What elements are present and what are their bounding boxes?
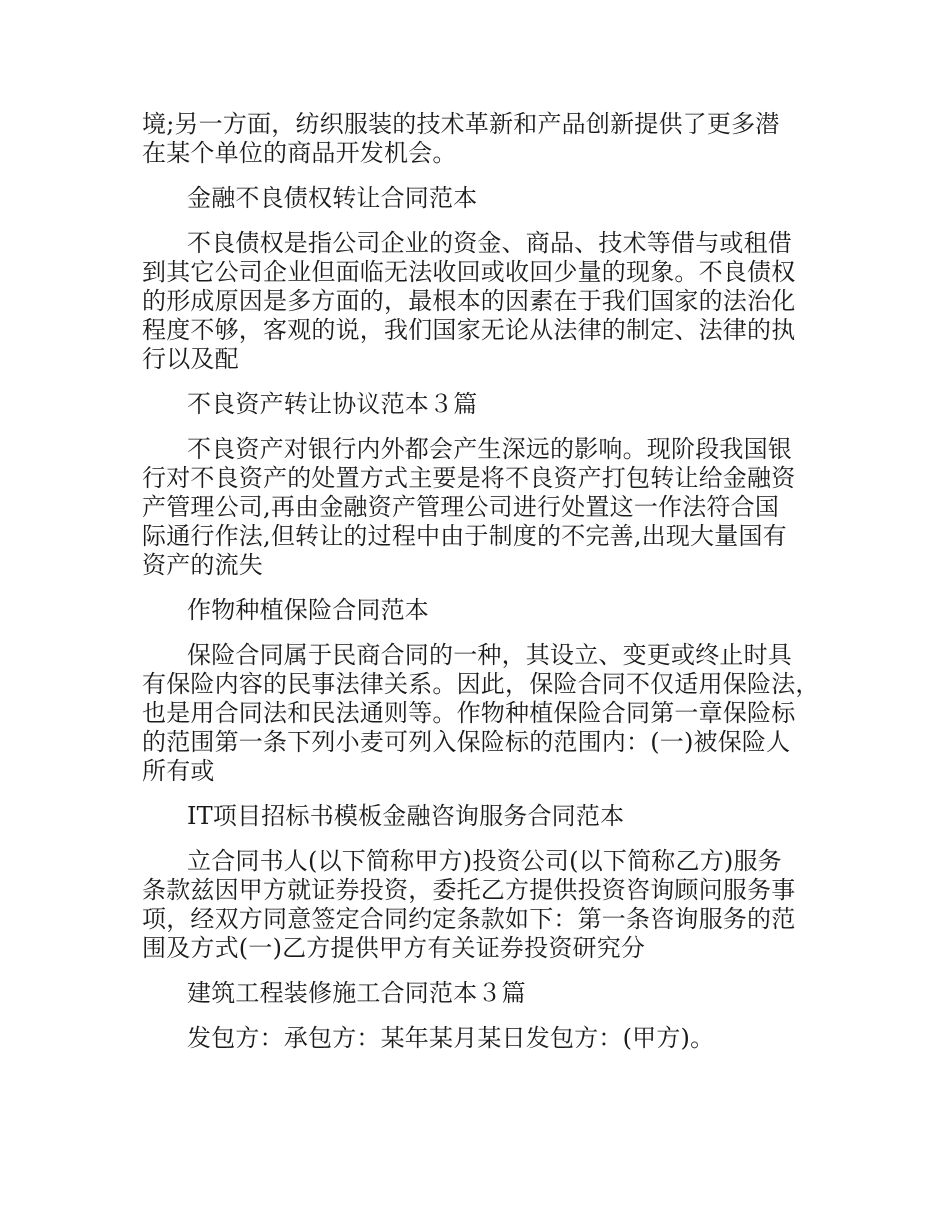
paragraph-line: 有保险内容的民事法律关系。因此，保险合同不仅适用保险法， xyxy=(142,670,820,698)
section-heading: 建筑工程装修施工合同范本３篇 xyxy=(187,979,526,1007)
paragraph-line: 发包方：承包方：某年某月某日发包方：(甲方)。 xyxy=(187,1024,715,1052)
paragraph-line: 行以及配 xyxy=(142,345,239,373)
document-page xyxy=(142,110,822,1053)
paragraph-line: 围及方式(一)乙方提供甲方有关证券投资研究分 xyxy=(142,934,646,962)
paragraph-line: 不良债权是指公司企业的资金、商品、技术等借与或租借 xyxy=(187,229,792,257)
paragraph-line: 资产的流失 xyxy=(142,551,263,579)
paragraph-line: 在某个单位的商品开发机会。 xyxy=(142,139,457,167)
paragraph-line: 到其它公司企业但面临无法收回或收回少量的现象。不良债权 xyxy=(142,258,796,286)
paragraph-line: 条款兹因甲方就证券投资，委托乙方提供投资咨询顾问服务事 xyxy=(142,876,796,904)
section-heading: 作物种植保险合同范本 xyxy=(187,596,429,624)
paragraph-line: 所有或 xyxy=(142,757,215,785)
paragraph-line: 立合同书人(以下简称甲方)投资公司(以下简称乙方)服务 xyxy=(187,847,782,875)
paragraph-line: 际通行作法,但转让的过程中由于制度的不完善,出现大量国有 xyxy=(142,522,787,550)
section-heading: 金融不良债权转让合同范本 xyxy=(187,184,478,212)
paragraph-line: 产管理公司,再由金融资产管理公司进行处置这一作法符合国 xyxy=(142,493,780,521)
paragraph-line: 也是用合同法和民法通则等。作物种植保险合同第一章保险标 xyxy=(142,699,796,727)
paragraph-line: 程度不够，客观的说，我们国家无论从法律的制定、法律的执 xyxy=(142,316,796,344)
paragraph-line: 境;另一方面，纺织服装的技术革新和产品创新提供了更多潜 xyxy=(142,110,780,138)
paragraph-line: 保险合同属于民商合同的一种，其设立、变更或终止时具 xyxy=(187,641,792,669)
paragraph-line: 不良资产对银行内外都会产生深远的影响。现阶段我国银 xyxy=(187,435,792,463)
paragraph-line: 的形成原因是多方面的，最根本的因素在于我们国家的法治化 xyxy=(142,287,796,315)
section-heading: 不良资产转让协议范本３篇 xyxy=(187,390,478,418)
section-heading: IT项目招标书模板金融咨询服务合同范本 xyxy=(187,802,625,830)
paragraph-line: 行对不良资产的处置方式主要是将不良资产打包转让给金融资 xyxy=(142,464,796,492)
paragraph-line: 项，经双方同意签定合同约定条款如下：第一条咨询服务的范 xyxy=(142,905,796,933)
paragraph-line: 的范围第一条下列小麦可列入保险标的范围内：(一)被保险人 xyxy=(142,728,791,756)
